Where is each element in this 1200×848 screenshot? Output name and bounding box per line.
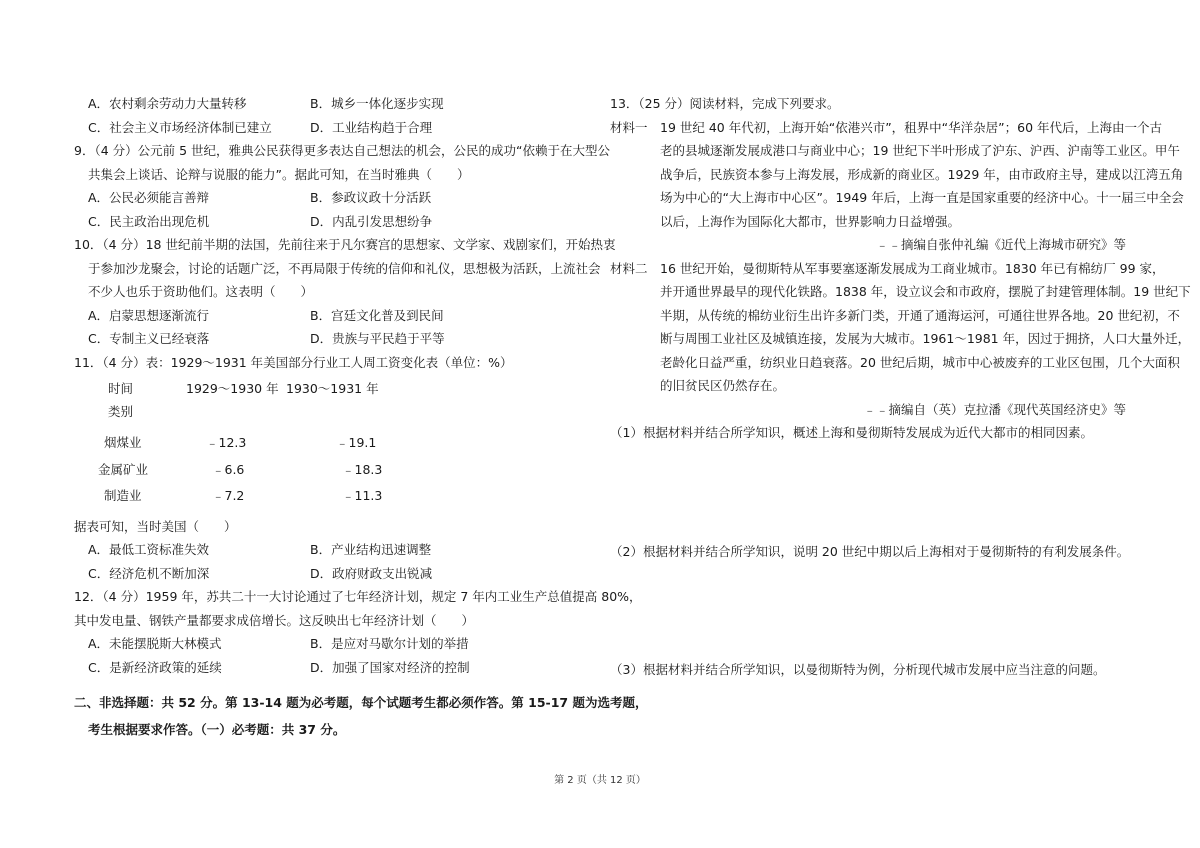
q10-option-a: A．启蒙思想逐渐流行 (88, 307, 210, 323)
q8-option-c: C．社会主义市场经济体制已建立 (88, 119, 272, 135)
row-name: 金属矿业 (98, 461, 149, 477)
material-1-line-5: 以后，上海作为国际化大都市，世界影响力日益增强。 (660, 213, 961, 229)
q8-options-row-2 (74, 116, 602, 140)
row-value-1930: ﹣7.2 (212, 488, 245, 503)
row-value-1930: ﹣12.3 (206, 435, 247, 450)
row-name: 制造业 (104, 488, 142, 503)
q10-stem-line-1: 10．（4 分）18 世纪前半期的法国，先前往来于凡尔赛宫的思想家、文学家、戏剧家们，开始热衷 (74, 237, 616, 252)
material-1-line-4: 场为中心的“大上海市中心区”。1949 年后，上海一直是国家重要的经济中心。十一届三中全会 (660, 190, 1184, 205)
material-1 (610, 116, 1184, 257)
table-row (74, 483, 602, 510)
q8-option-a: A．农村剩余劳动力大量转移 (88, 96, 247, 111)
material-1-source: ﹣﹣摘编自张仲礼编《近代上海城市研究》等 (875, 237, 1126, 252)
header-1930-1931: 1930～1931 年 (286, 381, 379, 396)
q12-stem-line-1: 12．（4 分）1959 年，苏共二十一大讨论通过了七年经济计划，规定 7 年内工业生产总值提高 80%， (74, 589, 642, 604)
material-2-line-1: 材料二 16 世纪开始，曼彻斯特从军事要塞逐渐发展成为工商业城市。1830 年已有棉纺厂 99 家， (610, 260, 1165, 276)
q9-option-b: B．参政议政十分活跃 (310, 190, 432, 205)
table-row (74, 430, 602, 457)
right-column (610, 92, 1191, 682)
q9-stem-line-1: 9．（4 分）公元前 5 世纪，雅典公民获得更多表达自己想法的机会，公民的成功“依赖于在大型公 (74, 143, 611, 158)
row-value-1931: ﹣18.3 (342, 461, 383, 477)
row-name: 烟煤业 (104, 435, 142, 450)
q11-option-a: A．最低工资标准失效 (88, 542, 210, 557)
section-2-heading (74, 689, 648, 743)
header-time: 时间 (108, 381, 134, 396)
q12-option-a: A．未能摆脱斯大林模式 (88, 636, 222, 651)
q9-options-row-1 (74, 186, 602, 210)
section-2-line-1: 二、非选择题：共 52 分。第 13-14 题为必考题，每个试题考生都必须作答。第 15-17 题为选考题， (74, 695, 648, 710)
wage-table-header (74, 377, 602, 400)
answer-space-1 (610, 445, 1130, 540)
material-1-line-3: 战争后，民族资本参与上海发展，形成新的商业区。1929 年，由市政府主导，建成以江湾五角 (660, 166, 1184, 182)
header-category: 类别 (108, 404, 134, 419)
q13-title: 13．（25 分）阅读材料，完成下列要求。 (610, 96, 840, 111)
answer-space-2 (610, 563, 1130, 658)
q11-conclusion: 据表可知，当时美国（ ） (74, 518, 237, 534)
left-column (74, 92, 648, 743)
question-11 (74, 351, 602, 586)
material-2-source: ﹣﹣摘编自（英）克拉潘《现代英国经济史》等 (863, 401, 1126, 417)
q12-option-c: C．是新经济政策的延续 (88, 659, 222, 675)
q10-options-row-2 (74, 327, 602, 351)
q10-options-row-1 (74, 304, 602, 328)
wage-table-header-2 (74, 400, 602, 430)
q9-options-row-2 (74, 210, 602, 234)
q9-option-a: A．公民必须能言善辩 (88, 190, 210, 205)
q13-sub-question-3: （3）根据材料并结合所学知识，以曼彻斯特为例，分析现代城市发展中应当注意的问题。 (610, 662, 1106, 677)
q11-option-c: C．经济危机不断加深 (88, 565, 210, 581)
material-2-line-4: 断与周围工业社区及城镇连接，发展为大城市。1961～1981 年，因过于拥挤，人口大量外迁， (660, 331, 1191, 346)
material-1-line-1: 材料一 19 世纪 40 年代初，上海开始“依港兴市”，租界中“华洋杂居”；60 年代后，上海由一个古 (610, 119, 1163, 135)
q12-stem-line-2: 其中发电量、钢铁产量都要求成倍增长。这反映出七年经济计划（ ） (74, 612, 475, 628)
q10-option-d: D．贵族与平民趋于平等 (310, 331, 445, 346)
q12-option-b: B．是应对马歇尔计划的举措 (310, 636, 469, 651)
section-2-line-2: 考生根据要求作答。（一）必考题：共 37 分。 (88, 722, 346, 737)
q11-option-b: B．产业结构迅速调整 (310, 542, 432, 557)
q8-options-row-1 (74, 92, 602, 116)
wage-table (74, 377, 602, 510)
q9-option-d: D．内乱引发思想纷争 (310, 213, 433, 229)
q10-option-b: B．宫廷文化普及到民间 (310, 307, 444, 323)
q11-stem: 11．（4 分）表：1929～1931 年美国部分行业工人周工资变化表（单位：%） (74, 354, 513, 370)
q12-option-d: D．加强了国家对经济的控制 (310, 659, 470, 675)
page-number: 第 2 页（共 12 页） (554, 775, 646, 786)
row-value-1931: ﹣19.1 (336, 435, 377, 450)
q11-options-row-1 (74, 538, 602, 562)
q11-options-row-2 (74, 562, 602, 586)
q10-option-c: C．专制主义已经衰落 (88, 331, 210, 346)
q8-option-b: B．城乡一体化逐步实现 (310, 96, 444, 111)
q12-options-row-2 (74, 656, 602, 680)
row-value-1930: ﹣6.6 (212, 461, 245, 477)
material-2-line-2: 并开通世界最早的现代化铁路。1838 年，设立议会和市政府，摆脱了封建管理体制。19 世纪下 (660, 284, 1191, 299)
q11-option-d: D．政府财政支出锐减 (310, 565, 433, 581)
material-2-line-6: 的旧贫民区仍然存在。 (660, 378, 786, 393)
header-1929-1930: 1929～1930 年 (186, 381, 279, 396)
q9-option-c: C．民主政治出现危机 (88, 213, 210, 229)
q13-sub-question-2: （2）根据材料并结合所学知识，说明 20 世纪中期以后上海相对于曼彻斯特的有利发展条件。 (610, 543, 1130, 559)
table-row (74, 457, 602, 484)
q8-option-d: D．工业结构趋于合理 (310, 119, 433, 135)
material-2-line-3: 半期，从传统的棉纺业衍生出许多新门类，开通了通海运河，可通往世界各地。20 世纪初，不 (660, 307, 1180, 323)
question-12 (74, 585, 642, 679)
q10-stem-line-3: 不少人也乐于资助他们。这表明（ ） (88, 284, 314, 299)
question-9 (74, 139, 611, 233)
row-value-1931: ﹣11.3 (342, 488, 383, 503)
question-10 (74, 233, 616, 351)
material-2-line-5: 老龄化日益严重，纺织业日趋衰落。20 世纪后期，城市中心被废弃的工业区包围，几个大面积 (660, 354, 1180, 370)
material-1-line-2: 老的县城逐渐发展成港口与商业中心；19 世纪下半叶形成了沪东、沪西、沪南等工业区。甲午 (660, 143, 1180, 158)
q13-sub-question-1: （1）根据材料并结合所学知识，概述上海和曼彻斯特发展成为近代大都市的相同因素。 (610, 425, 1093, 440)
q12-options-row-1 (74, 632, 602, 656)
material-2 (610, 257, 1191, 422)
q9-stem-line-2: 共集会上谈话、论辩与说服的能力”。据此可知，在当时雅典（ ） (88, 166, 470, 182)
q10-stem-line-2: 于参加沙龙聚会，讨论的话题广泛，不再局限于传统的信仰和礼仪，思想极为活跃，上流社会 (88, 260, 601, 276)
